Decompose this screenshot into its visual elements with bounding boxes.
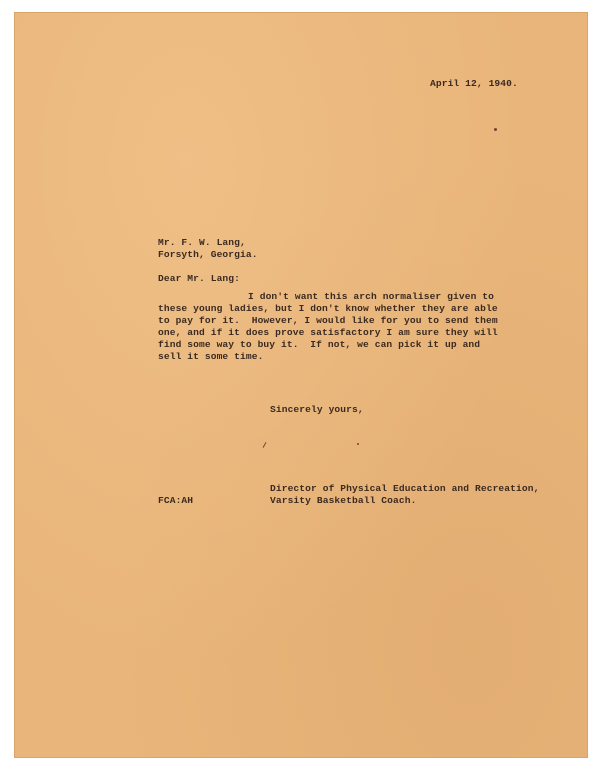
pen-mark (263, 442, 267, 448)
recipient-location: Forsyth, Georgia. (158, 249, 258, 260)
typist-initials: FCA:AH (158, 495, 194, 506)
dot-mark (494, 128, 497, 131)
salutation: Dear Mr. Lang: (158, 273, 241, 284)
body-line: sell it some time. (158, 351, 264, 362)
letter-date: April 12, 1940. (430, 78, 518, 89)
signature-title: Director of Physical Education and Recreation, (270, 483, 540, 494)
body-line: these young ladies, but I don't know whether they are able (158, 303, 498, 314)
body-line: I don't want this arch normaliser given to (248, 291, 495, 302)
dot-mark (357, 443, 359, 445)
letter-page (14, 12, 588, 758)
body-line: find some way to buy it. If not, we can pick it up and (158, 339, 481, 350)
signature-title: Varsity Basketball Coach. (270, 495, 417, 506)
closing: Sincerely yours, (270, 404, 364, 415)
body-line: to pay for it. However, I would like for you to send them (158, 315, 498, 326)
body-line: one, and if it does prove satisfactory I am sure they will (158, 327, 498, 338)
recipient-name: Mr. F. W. Lang, (158, 237, 246, 248)
